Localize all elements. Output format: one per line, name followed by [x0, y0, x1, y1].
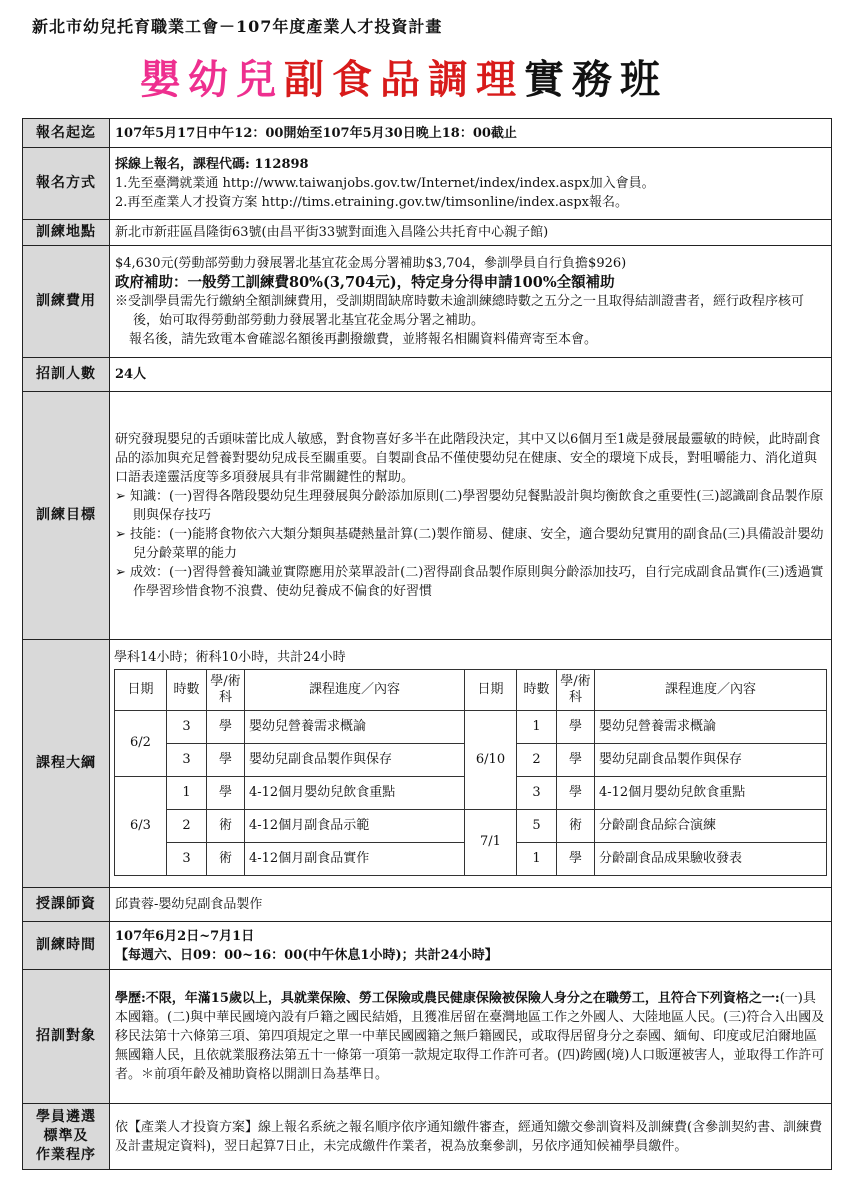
row-location — [23, 220, 832, 246]
arrow-bullet-icon: ➢ — [115, 565, 131, 580]
fee-note: ※受訓學員需先行繳納全額訓練費用，受訓期間缺席時數未逾訓練總時數之五分之一且取得結訓證書者，經行政程序核可後，始可取得勞動部勞動力發展署北基宜花金馬分署之補助。 — [115, 294, 805, 328]
goal-knowledge — [115, 487, 826, 525]
schedule-hours: 5 — [517, 809, 557, 842]
header-hours: 時數 — [517, 669, 557, 710]
row-registration-period — [23, 119, 832, 148]
teacher-text: 邱貴蓉-嬰幼兒副食品製作 — [110, 888, 832, 922]
schedule-content: 4-12個月副食品實作 — [245, 842, 465, 875]
schedule-hours: 3 — [167, 842, 207, 875]
fee-cell — [110, 246, 832, 358]
label-fee: 訓練費用 — [23, 246, 110, 358]
schedule-content: 4-12個月副食品示範 — [245, 809, 465, 842]
target-requirements: 學歷:不限，年滿15歲以上，具就業保險、勞工保險或農民健康保險被保險人身分之在職勞工，且符合下列資格之一: — [115, 991, 780, 1006]
header-type: 學/術科 — [557, 669, 595, 710]
label-outline: 課程大綱 — [23, 640, 110, 888]
schedule-content: 嬰幼兒副食品製作與保存 — [595, 743, 827, 776]
goal-result-text: 成效：(一)習得營養知識並實際應用於菜單設計(二)習得副食品製作原則與分齡添加技巧，自行完成副食品實作(三)透過實作學習珍惜食物不浪費、使幼兒養成不偏食的好習慣 — [130, 565, 824, 599]
label-selection-line1: 學員遴選 — [36, 1109, 96, 1125]
schedule-table — [114, 669, 827, 876]
label-registration-period: 報名起迄 — [23, 119, 110, 148]
schedule-type: 學 — [557, 710, 595, 743]
schedule-type: 學 — [207, 776, 245, 809]
training-time-cell — [110, 922, 832, 970]
label-location: 訓練地點 — [23, 220, 110, 246]
schedule-row — [115, 710, 827, 743]
label-selection-line3: 作業程序 — [36, 1147, 96, 1163]
row-outline — [23, 640, 832, 888]
schedule-content: 分齡副食品成果驗收發表 — [595, 842, 827, 875]
title-part-food: 副食品調理 — [284, 56, 524, 103]
row-selection — [23, 1104, 832, 1170]
outline-cell — [110, 640, 832, 888]
schedule-hours: 2 — [517, 743, 557, 776]
registration-step-1: 1.先至臺灣就業通 http://www.taiwanjobs.gov.tw/Internet/index/index.aspx加入會員。 — [115, 176, 655, 191]
selection-text: 依【產業人才投資方案】線上報名系統之報名順序依序通知繳件審查，經通知繳交參訓資料及訓練費(含參訓契約書、訓練費及計畫規定資料)，翌日起算7日止，未完成繳件作業者，視為放棄參訓，另依序通知候補學員繳件。 — [110, 1104, 832, 1170]
registration-method-cell — [110, 148, 832, 220]
row-teacher — [23, 888, 832, 922]
schedule-type: 學 — [557, 776, 595, 809]
schedule-type: 學 — [207, 710, 245, 743]
schedule-hours: 1 — [167, 776, 207, 809]
course-info-table — [22, 118, 832, 1170]
schedule-content: 嬰幼兒營養需求概論 — [595, 710, 827, 743]
arrow-bullet-icon: ➢ — [115, 527, 131, 542]
goal-result — [115, 563, 826, 601]
fee-payment-note: 報名後，請先致電本會確認名額後再劃撥繳費，並將報名相關資料備齊寄至本會。 — [129, 332, 598, 347]
schedule-hours: 3 — [167, 743, 207, 776]
row-target — [23, 970, 832, 1104]
organization-title: 新北市幼兒托育職業工會－107年度產業人才投資計畫 — [32, 17, 443, 36]
schedule-content: 分齡副食品綜合演練 — [595, 809, 827, 842]
label-target: 招訓對象 — [23, 970, 110, 1104]
row-capacity — [23, 358, 832, 392]
capacity-text: 24人 — [110, 358, 832, 392]
goal-skill-text: 技能：(一)能將食物依六大類分類與基礎熱量計算(二)製作簡易、健康、安全，適合嬰幼兒實用的副食品(三)具備設計嬰幼兒分齡菜單的能力 — [130, 527, 824, 561]
schedule-content: 4-12個月嬰幼兒飲食重點 — [595, 776, 827, 809]
row-registration-method — [23, 148, 832, 220]
arrow-bullet-icon: ➢ — [115, 489, 131, 504]
label-selection — [23, 1104, 110, 1170]
schedule-hours: 2 — [167, 809, 207, 842]
location-text: 新北市新莊區昌隆街63號(由昌平街33號對面進入昌隆公共托育中心親子館) — [110, 220, 832, 246]
schedule-type: 學 — [557, 842, 595, 875]
schedule-content: 嬰幼兒副食品製作與保存 — [245, 743, 465, 776]
schedule-type: 術 — [207, 809, 245, 842]
label-goals: 訓練目標 — [23, 392, 110, 640]
label-capacity: 招訓人數 — [23, 358, 110, 392]
schedule-type: 學 — [557, 743, 595, 776]
row-fee — [23, 246, 832, 358]
registration-period-text: 107年5月17日中午12：00開始至107年5月30日晚上18：00截止 — [110, 119, 832, 148]
target-cell — [110, 970, 832, 1104]
training-hours: 【每週六、日09：00~16：00(中午休息1小時)；共計24小時】 — [115, 947, 498, 963]
training-dates: 107年6月2日~7月1日 — [115, 928, 255, 944]
schedule-hours: 1 — [517, 842, 557, 875]
label-selection-line2: 標準及 — [43, 1128, 89, 1144]
schedule-type: 術 — [557, 809, 595, 842]
schedule-row — [115, 809, 827, 842]
title-part-class: 實務班 — [524, 56, 668, 103]
schedule-content: 嬰幼兒營養需求概論 — [245, 710, 465, 743]
goals-intro: 研究發現嬰兒的舌頭味蕾比成人敏感，對食物喜好多半在此階段決定，其中又以6個月至1歲是發展最靈敏的時候，此時副食品的添加與充足營養對嬰幼兒成長至關重要。自製副食品不僅使嬰幼兒在健康、安全的環境下成長，對咀嚼能力、消化道與口語表達靈活度等多項發展具有非常關鍵性的幫助。 — [115, 432, 821, 485]
schedule-hours: 3 — [167, 710, 207, 743]
schedule-date: 6/10 — [465, 710, 517, 809]
fee-subsidy: 政府補助：一般勞工訓練費80%(3,704元)，特定身分得申請100%全額補助 — [115, 274, 615, 291]
label-registration-method: 報名方式 — [23, 148, 110, 220]
registration-step-2: 2.再至產業人才投資方案 http://tims.etraining.gov.tw/timsonline/index.aspx報名。 — [115, 195, 628, 210]
schedule-type: 術 — [207, 842, 245, 875]
schedule-header-row — [115, 669, 827, 710]
label-training-time: 訓練時間 — [23, 922, 110, 970]
registration-code: 採線上報名，課程代碼: 112898 — [115, 157, 309, 172]
target-qualifications: (一)具本國籍。(二)與中華民國境內設有戶籍之國民結婚，且獲准居留在臺灣地區工作之外國人、大陸地區人民。(三)符合入出國及移民法第十六條第三項、第四項規定之單一中華民國國籍之無戶籍國民，或取得居留身分之泰國、緬甸、印度或尼泊爾地區無國籍人民，且依就業服務法第五十一條第一項第一款規定取得工作許可者。(四)跨國(境)人口販運被害人，並取得工作許可者。＊前項年齡及補助資格以開訓日為基準日。 — [115, 991, 825, 1082]
header-content: 課程進度／內容 — [245, 669, 465, 710]
schedule-content: 4-12個月嬰幼兒飲食重點 — [245, 776, 465, 809]
schedule-type: 學 — [207, 743, 245, 776]
schedule-date: 7/1 — [465, 809, 517, 875]
goals-cell — [110, 392, 832, 640]
fee-amount: $4,630元(勞動部勞動力發展署北基宜花金馬分署補助$3,704，參訓學員自行負擔$926) — [115, 256, 627, 271]
document-header — [0, 0, 856, 118]
course-title — [140, 48, 668, 105]
outline-summary: 學科14小時；術科10小時，共計24小時 — [114, 649, 346, 665]
label-teacher: 授課師資 — [23, 888, 110, 922]
schedule-hours: 1 — [517, 710, 557, 743]
schedule-date: 6/3 — [115, 776, 167, 875]
goal-skill — [115, 525, 826, 563]
schedule-date: 6/2 — [115, 710, 167, 776]
goal-knowledge-text: 知識：(一)習得各階段嬰幼兒生理發展與分齡添加原則(二)學習嬰幼兒餐點設計與均衡飲食之重要性(三)認識副食品製作原則與保存技巧 — [130, 489, 824, 523]
row-training-time — [23, 922, 832, 970]
schedule-hours: 3 — [517, 776, 557, 809]
header-hours: 時數 — [167, 669, 207, 710]
header-date: 日期 — [115, 669, 167, 710]
row-goals — [23, 392, 832, 640]
title-part-infant: 嬰幼兒 — [140, 56, 284, 103]
header-date: 日期 — [465, 669, 517, 710]
header-type: 學/術科 — [207, 669, 245, 710]
header-content: 課程進度／內容 — [595, 669, 827, 710]
